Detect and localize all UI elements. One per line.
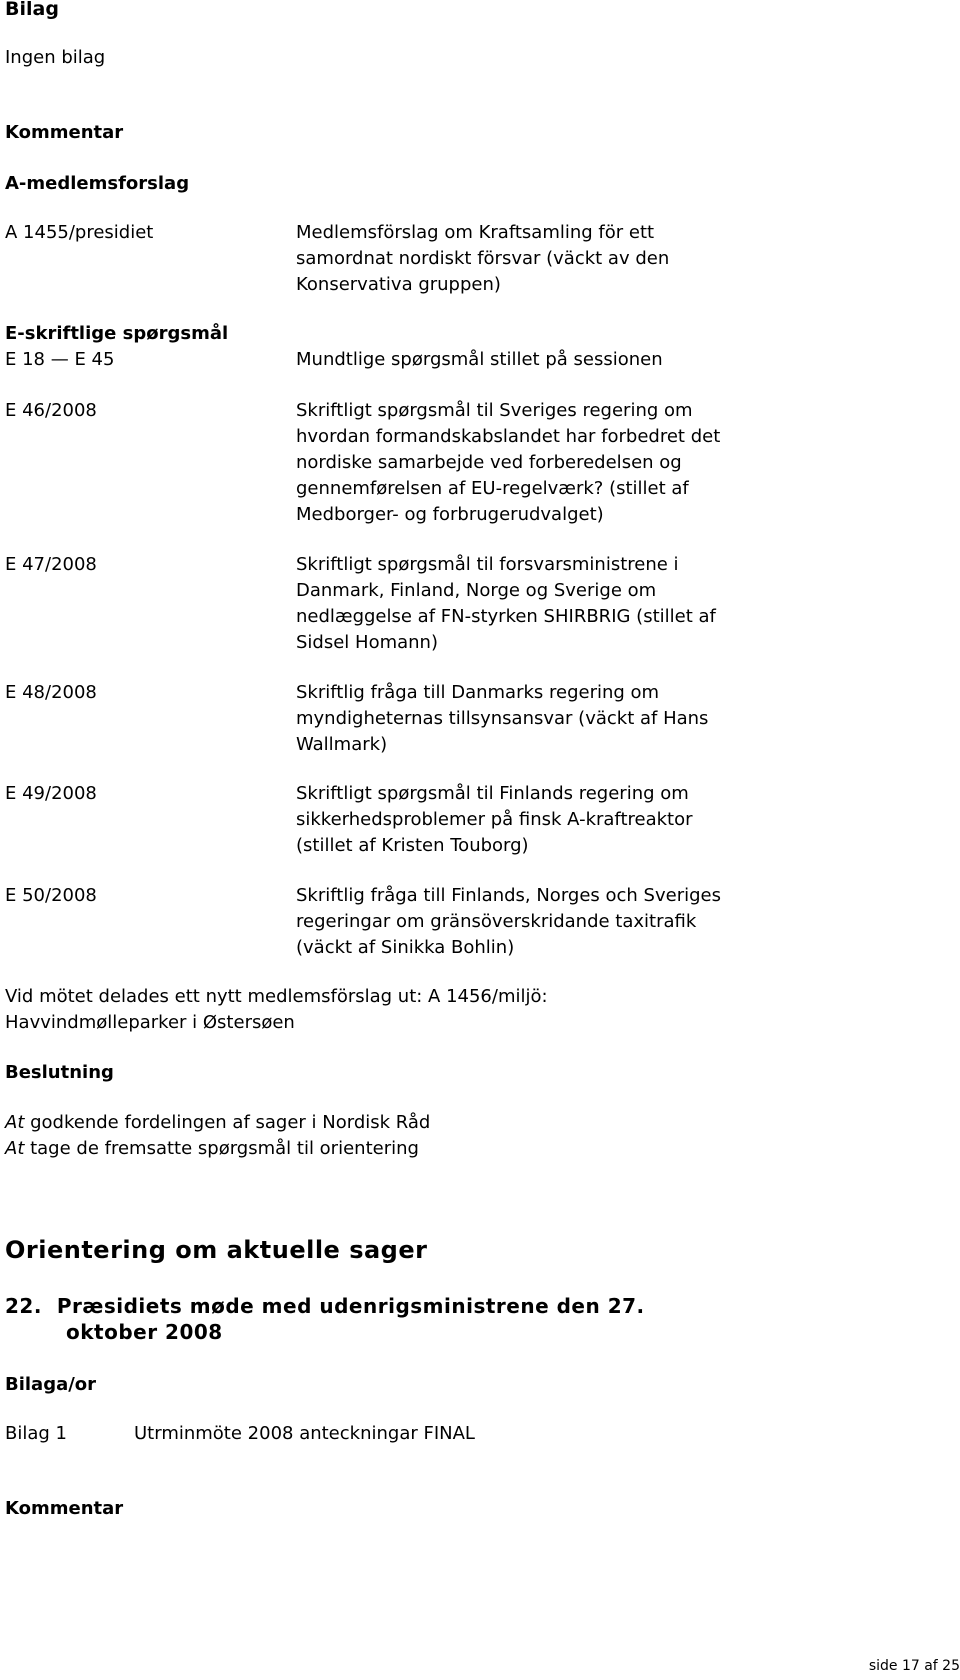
e-item-label: E 50/2008 [5,885,97,906]
beslutning-heading: Beslutning [5,1062,114,1083]
beslutning-at: At [5,1138,25,1159]
e-item-line: Medborger- og forbrugerudvalget) [296,504,604,525]
e-item-line: Skriftlig fråga till Finlands, Norges och Sveriges [296,885,721,906]
bilag-heading: Bilag [5,0,59,20]
e-item-line: nordiske samarbejde ved forberedelsen og [296,452,682,473]
a-item-label: A 1455/presidiet [5,222,154,243]
e-item-line: Sidsel Homann) [296,632,438,653]
e-item-line: Danmark, Finland, Norge og Sverige om [296,580,657,601]
e-item-label: E 49/2008 [5,783,97,804]
e-range-label: E 18 — E 45 [5,349,115,370]
section-22-line: 22. Præsidiets møde med udenrigsministrene den 27. [5,1294,645,1318]
e-skriftlige-heading: E-skriftlige spørgsmål [5,323,229,344]
e-item-line: (väckt af Sinikka Bohlin) [296,937,515,958]
a-medlemsforslag-heading: A-medlemsforslag [5,173,190,194]
kommentar-heading: Kommentar [5,122,124,143]
vid-motet-line: Havvindmølleparker i Østersøen [5,1012,295,1033]
vid-motet-line: Vid mötet delades ett nytt medlemsförslag ut: A 1456/miljö: [5,986,548,1007]
e-item-line: Skriftligt spørgsmål til Finlands regering om [296,783,689,804]
e-item-line: nedlæggelse af FN-styrken SHIRBRIG (stillet af [296,606,716,627]
a-item-line: samordnat nordiskt försvar (väckt av den [296,248,670,269]
e-item-line: hvordan formandskabslandet har forbedret det [296,426,721,447]
e-range-line: Mundtlige spørgsmål stillet på sessionen [296,349,663,370]
e-item-line: myndigheternas tillsynsansvar (väckt af Hans [296,708,709,729]
e-item-line: regeringar om gränsöverskridande taxitrafik [296,911,697,932]
bilag1-label: Bilag 1 [5,1423,67,1444]
bilaga-heading: Bilaga/or [5,1374,97,1395]
e-item-label: E 48/2008 [5,682,97,703]
beslutning-at: At [5,1112,25,1133]
section-22-line: oktober 2008 [66,1320,223,1344]
e-item-line: sikkerhedsproblemer på finsk A-kraftreaktor [296,809,693,830]
e-item-line: (stillet af Kristen Touborg) [296,835,529,856]
e-item-label: E 47/2008 [5,554,97,575]
e-item-line: Skriftlig fråga till Danmarks regering om [296,682,660,703]
e-item-label: E 46/2008 [5,400,97,421]
orientering-heading: Orientering om aktuelle sager [5,1236,428,1264]
beslutning-line [5,1112,430,1133]
ingen-bilag-text: Ingen bilag [5,47,106,68]
e-item-line: Skriftligt spørgsmål til Sveriges regering om [296,400,693,421]
beslutning-text: godkende fordelingen af sager i Nordisk Råd [24,1112,431,1133]
bilag1-link[interactable]: Utrminmöte 2008 anteckningar FINAL [134,1423,475,1444]
beslutning-line [5,1138,419,1159]
e-item-line: gennemførelsen af EU-regelværk? (stillet af [296,478,689,499]
e-item-line: Skriftligt spørgsmål til forsvarsministrene i [296,554,679,575]
kommentar-heading-2: Kommentar [5,1498,124,1519]
a-item-line: Konservativa gruppen) [296,274,501,295]
a-item-line: Medlemsförslag om Kraftsamling för ett [296,222,655,243]
page-number: side 17 af 25 [868,1658,960,1674]
e-item-line: Wallmark) [296,734,388,755]
beslutning-text: tage de fremsatte spørgsmål til orientering [24,1138,419,1159]
